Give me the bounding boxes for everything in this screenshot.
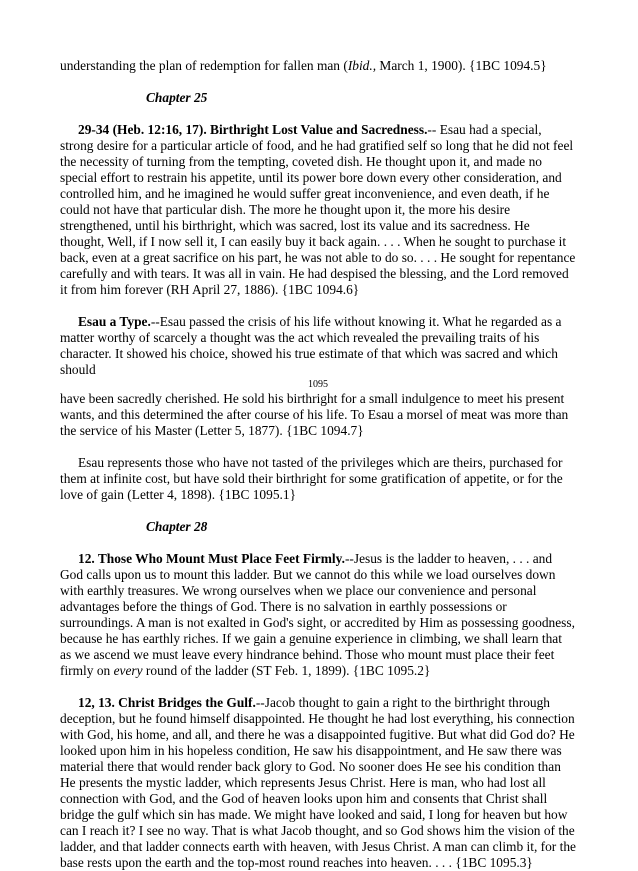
paragraph-christ-bridges [60,695,576,871]
paragraph-body: --Jesus is the ladder to heaven, . . . and God calls upon us to mount this ladder. But we cannot do this while we load ourselves down with earthly treasures. We wrong ourselves when we place our convenience and personal advantages before the things of God. There is no salvation in earthly possessions or surroundings. A man is not exalted in God's sight, or accredited by Him as possessing goodness, because he has earthly riches. If we gain a genuine experience in climbing, we shall learn that as we ascend we must leave every hindrance behind. Those who mount must place their feet firmly on [60,551,575,678]
document-page [60,58,576,871]
paragraph-body: --Esau passed the crisis of his life without knowing it. What he regarded as a matter worthy of scarcely a thought was the act which revealed the prevailing traits of his character. It showed his choice, showed his true estimate of that which was sacred and which should [60,314,562,377]
paragraph-esau-type [60,314,576,378]
paragraph-birthright-lost [60,122,576,298]
paragraph-body: -- Esau had a special, strong desire for a particular article of food, and he had gratified self so long that he did not feel the necessity of turning from the tempting, coveted dish. He thought upon it, and made no special effort to restrain his appetite, until its power bore down every other consideration, and controlled him, and he imagined he would suffer great inconvenience, and even death, if he could not have that particular dish. The more he thought upon it, the more his desire strengthened, until his birthright, which was sacred, lost its value and its sacredness. He thought, Well, if I now sell it, I can easily buy it back again. . . . When he sought to purchase it back, even at a great sacrifice on his part, he was not able to do so. . . . He sought for repentance carefully and with tears. It was all in vain. He had despised the blessing, and the Lord removed it from him forever (RH April 27, 1886). {1BC 1094.6} [60,122,576,297]
intro-text: understanding the plan of redemption for fallen man ( [60,58,348,73]
paragraph-esau-represents: Esau represents those who have not tasted of the privileges which are theirs, purchased for them at infinite cost, but have sold their birthright for some gratification of appetite, or for the love of gain (Letter 4, 1898). {1BC 1095.1} [60,455,563,502]
emphasis-every: every [113,663,143,678]
intro-line [60,58,576,74]
paragraph-mount-ladder [60,551,576,679]
paragraph-heading: 12, 13. Christ Bridges the Gulf. [78,695,256,710]
paragraph-heading: 29-34 (Heb. 12:16, 17). Birthright Lost Value and Sacredness. [78,122,428,137]
paragraph-heading: 12. Those Who Mount Must Place Feet Firmly. [78,551,345,566]
ibid-reference: Ibid., [347,58,377,73]
chapter-28-heading: Chapter 28 [146,519,208,534]
intro-citation: March 1, 1900). {1BC 1094.5} [376,58,547,73]
paragraph-citation: round of the ladder (ST Feb. 1, 1899). {1BC 1095.2} [142,663,431,678]
page-number: 1095 [308,379,328,390]
paragraph-heading: Esau a Type. [78,314,151,329]
paragraph-esau-type-continued: have been sacredly cherished. He sold his birthright for a small indulgence to meet his present wants, and this determined the after course of his life. To Esau a morsel of meat was more than the service of his Master (Letter 5, 1877). {1BC 1094.7} [60,391,569,438]
paragraph-body: --Jacob thought to gain a right to the birthright through deception, but he found himself disappointed. He thought he had lost everything, his connection with God, his home, and all, and there he was a disappointed fugitive. But what did God do? He looked upon him in his hopeless condition, He saw his disappointment, and He saw there was material there that would render back glory to God. No sooner does He see his condition than He presents the mystic ladder, which represents Jesus Christ. Here is man, who had lost all connection with God, and the God of heaven looks upon him and consents that Christ shall bridge the gulf which sin has made. We might have looked and said, I long for heaven but how can I reach it? I see no way. That is what Jacob thought, and so God shows him the vision of the ladder, and that ladder connects earth with heaven, with Jesus Christ. A man can climb it, for the base rests upon the earth and the top-most round reaches into heaven. . . . {1BC 1095.3} [60,695,576,870]
chapter-25-heading: Chapter 25 [146,90,208,105]
